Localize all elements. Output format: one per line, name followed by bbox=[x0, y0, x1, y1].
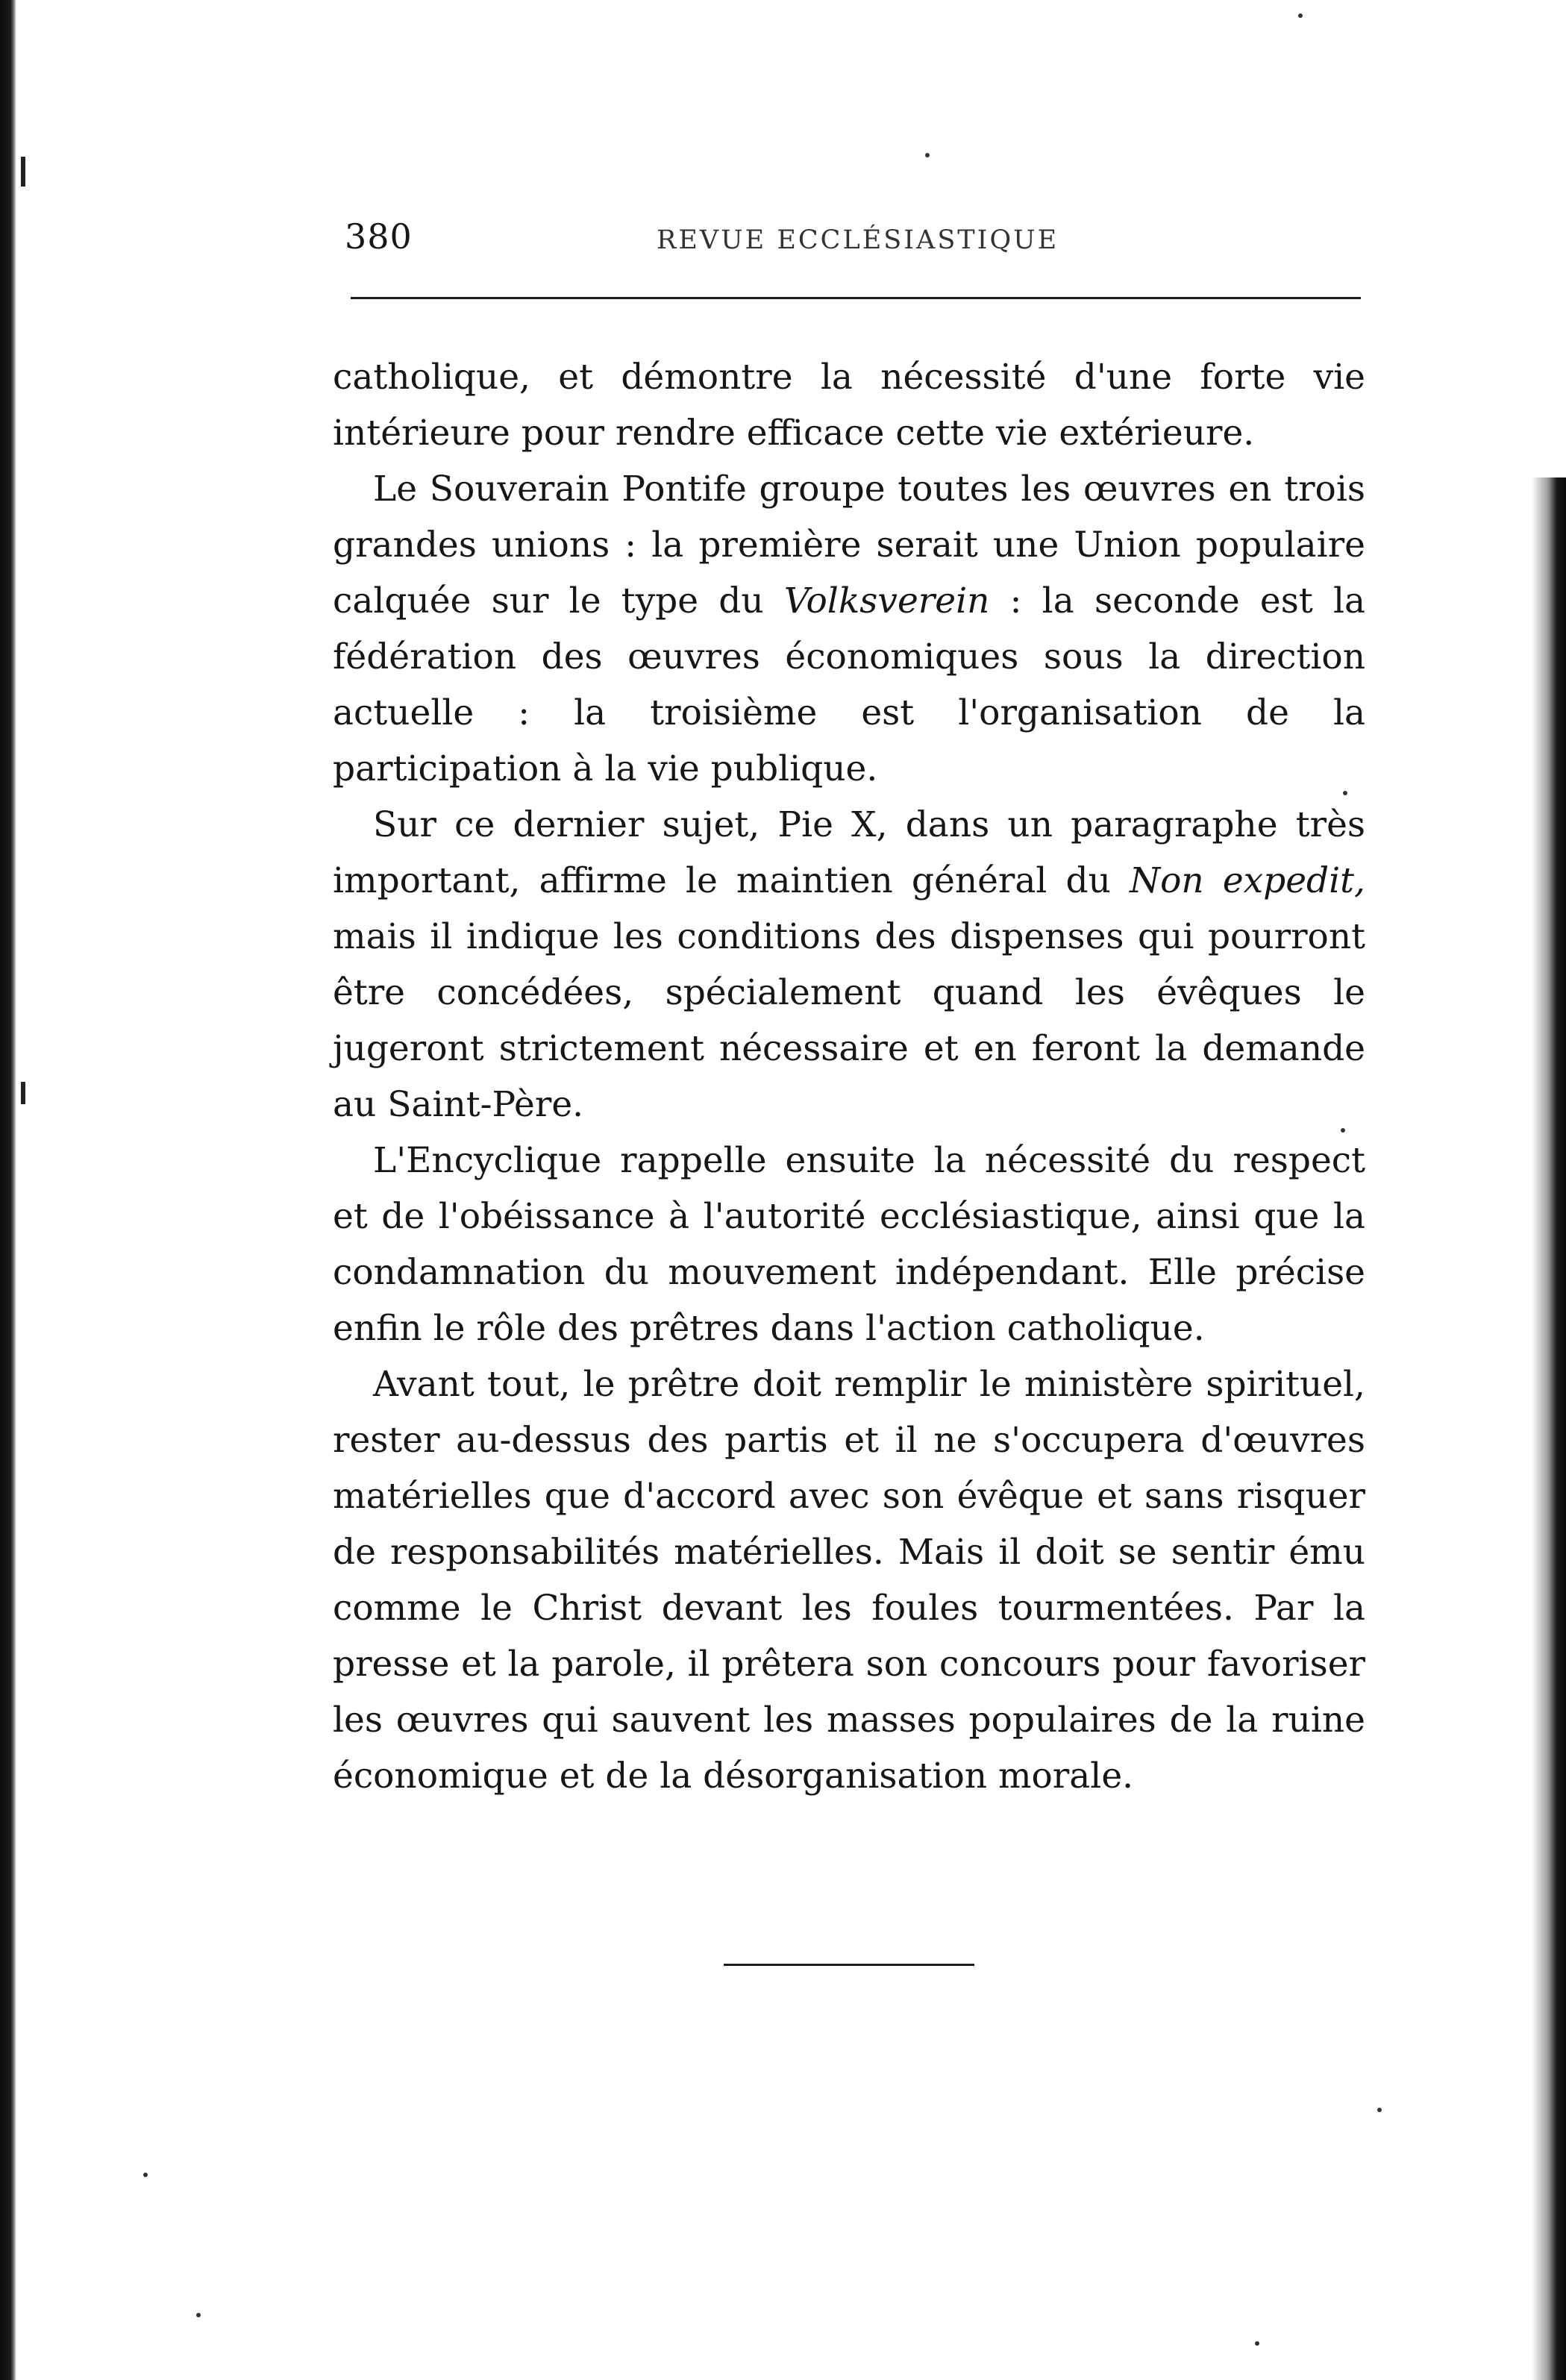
paragraph-non-expedit-text: mais il indique les conditions des dispenses qui pourront être concédées, spécialement quand les évêques le jugeront strictement nécessaire et en feront la demande au Saint-Père. bbox=[333, 916, 1365, 1125]
paragraph-unions-text: Le Souverain Pontife groupe toutes les œuvres en trois grandes unions : la première serait une Union populaire calquée sur le type du bbox=[333, 469, 1365, 621]
scan-dot bbox=[196, 2313, 201, 2317]
paragraph-unions-text: : la seconde est la fédération des œuvres économiques sous la direction actuelle : la troisième est l'organisation de la participation à la vie publique. bbox=[333, 580, 1365, 789]
paragraph-pretre: Avant tout, le prêtre doit remplir le ministère spirituel, rester au-dessus des partis et il ne s'occupera d'œuvres matérielles que d'accord avec son évêque et sans risquer de responsabilités matérielles. Mais il doit se sentir ému comme le Christ devant les foules tourmentées. Par la presse et la parole, il prêtera son concours pour favoriser les œuvres qui sauvent les masses populaires de la ruine économique et de la désorganisation morale. bbox=[333, 1364, 1365, 1797]
page-number: 380 bbox=[345, 216, 413, 257]
scan-dot bbox=[1298, 13, 1303, 18]
running-title: REVUE ECCLÉSIASTIQUE bbox=[657, 225, 1059, 255]
paragraph-non-expedit bbox=[333, 797, 1365, 1133]
scan-dot bbox=[1255, 2341, 1259, 2346]
scan-left-edge bbox=[0, 0, 16, 2380]
scan-speck bbox=[21, 1082, 25, 1104]
paragraph-non-expedit-text: Sur ce dernier sujet, Pie X, dans un paragraphe très important, affirme le maintien général du bbox=[333, 804, 1365, 901]
scan-right-edge bbox=[1532, 477, 1566, 2380]
scan-speck bbox=[21, 157, 25, 187]
scan-dot bbox=[143, 2173, 148, 2177]
page-header bbox=[345, 216, 1358, 269]
italic-term: Volksverein bbox=[783, 580, 990, 621]
body-text bbox=[333, 349, 1365, 1804]
paragraph-unions bbox=[333, 461, 1365, 797]
paragraph-encyclique: L'Encyclique rappelle ensuite la nécessité du respect et de l'obéissance à l'autorité ecclésiastique, ainsi que la condamnation du mouvement indépendant. Elle précise enfin le rôle des prêtres dans l'action catholique. bbox=[333, 1140, 1365, 1349]
header-rule bbox=[351, 297, 1361, 299]
continuation-paragraph: catholique, et démontre la nécessité d'une forte vie intérieure pour rendre efficace cette vie extérieure. bbox=[333, 357, 1365, 454]
italic-term: Non expedit, bbox=[1130, 860, 1365, 901]
end-rule bbox=[724, 1964, 974, 1966]
scan-dot bbox=[1341, 1128, 1345, 1133]
scan-dot bbox=[1377, 2108, 1382, 2112]
scan-dot bbox=[1343, 791, 1347, 795]
scan-dot bbox=[925, 153, 930, 157]
